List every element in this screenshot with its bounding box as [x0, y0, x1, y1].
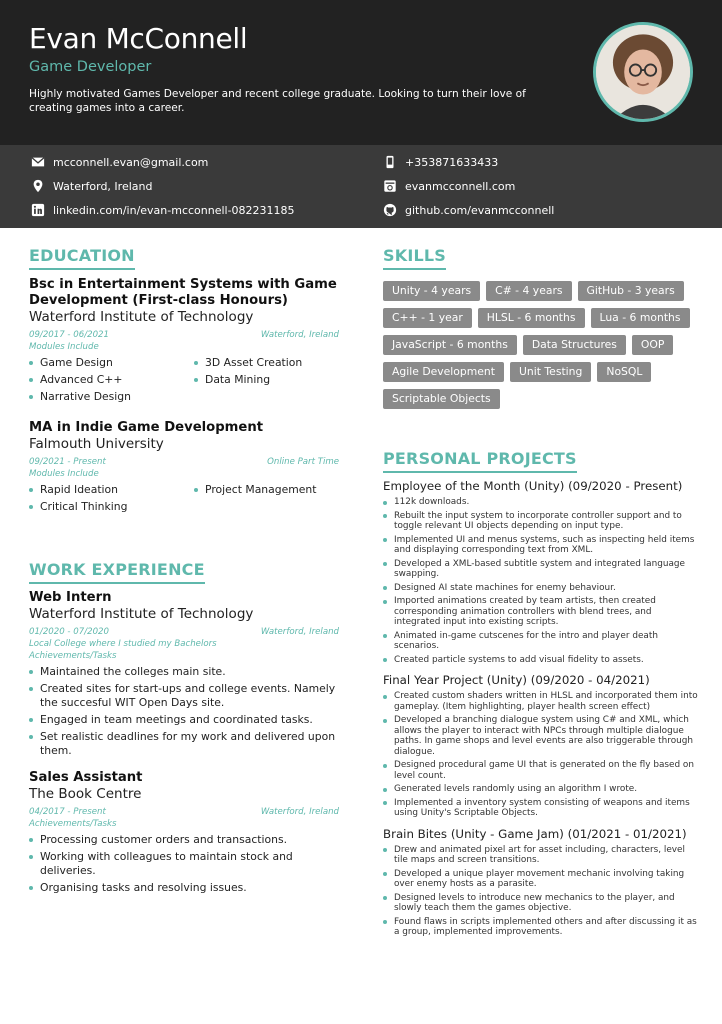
list-item: Created particle systems to add visual fidelity to assets. — [383, 655, 698, 666]
education-list — [29, 277, 339, 514]
projects-heading: PERSONAL PROJECTS — [383, 449, 577, 473]
list-item: Organising tasks and resolving issues. — [29, 881, 339, 895]
list-item: Designed levels to introduce new mechanics to the player, and slowly teach them the games objective. — [383, 893, 698, 914]
education-heading: EDUCATION — [29, 246, 135, 270]
skill-tag: Scriptable Objects — [383, 389, 500, 409]
phone-icon — [383, 155, 397, 169]
modules-list — [29, 356, 339, 404]
degree-title: MA in Indie Game Development — [29, 420, 264, 435]
list-item: Processing customer orders and transactions. — [29, 833, 339, 847]
list-item: Working with colleagues to maintain stock and deliveries. — [29, 850, 339, 878]
email-icon — [31, 155, 45, 169]
institution-name: Waterford Institute of Technology — [29, 309, 254, 325]
tasks-list — [29, 665, 339, 758]
projects-list — [383, 479, 698, 942]
education-meta — [29, 456, 339, 468]
list-item: Imported animations created by team artists, then created corresponding animation controllers with blend trees, and integrated input into existing scripts. — [383, 596, 698, 628]
education-entry — [29, 277, 339, 404]
work-list — [29, 590, 339, 898]
contact-linkedin[interactable] — [31, 203, 295, 217]
list-item: Set realistic deadlines for my work and delivered upon them. — [29, 730, 339, 758]
skill-tag: C# - 4 years — [486, 281, 571, 301]
github-icon — [383, 203, 397, 217]
work-location: Waterford, Ireland — [260, 807, 339, 817]
contact-bar — [0, 145, 722, 228]
tasks-label: Achievements/Tasks — [29, 819, 117, 829]
list-item: Advanced C++ — [29, 373, 194, 387]
list-item: Rapid Ideation — [29, 483, 194, 497]
work-entry — [29, 590, 339, 758]
education-dates: 09/2021 - Present — [29, 457, 106, 467]
list-item: Rebuilt the input system to incorporate controller support and to toggle relevant UI objects depending on input type. — [383, 511, 698, 532]
tasks-list — [29, 833, 339, 895]
list-item: Found flaws in scripts implemented others and after discussing it as a group, implemented improvements. — [383, 917, 698, 938]
institution-name: Falmouth University — [29, 436, 164, 452]
avatar — [593, 22, 693, 122]
contact-email[interactable] — [31, 155, 208, 169]
contact-linkedin-text[interactable]: linkedin.com/in/evan-mcconnell-082231185 — [53, 203, 295, 217]
education-entry — [29, 420, 339, 514]
contact-phone[interactable] — [383, 155, 498, 169]
education-location: Online Part Time — [267, 457, 339, 467]
work-note: Local College where I studied my Bachelors — [29, 639, 217, 649]
modules-list — [29, 483, 339, 514]
job-title: Sales Assistant — [29, 770, 143, 785]
project-title: Brain Bites (Unity - Game Jam) (01/2021 - 01/2021) — [383, 826, 687, 841]
job-title: Web Intern — [29, 590, 112, 605]
list-item: Critical Thinking — [29, 500, 194, 514]
skill-tag: NoSQL — [597, 362, 651, 382]
work-entry — [29, 770, 339, 895]
list-item: Developed a XML-based subtitle system and integrated language swapping. — [383, 559, 698, 580]
contact-email-text[interactable]: mcconnell.evan@gmail.com — [53, 155, 209, 169]
work-meta — [29, 806, 339, 818]
avatar-portrait-icon — [596, 25, 690, 119]
contact-website-text[interactable]: evanmcconnell.com — [405, 179, 516, 193]
project-entry — [383, 673, 698, 819]
list-item: Drew and animated pixel art for asset including, characters, level tile maps and screen transitions. — [383, 845, 698, 866]
contact-phone-text[interactable]: +353871633433 — [405, 155, 499, 169]
contact-github[interactable] — [383, 203, 554, 217]
skill-tag: Data Structures — [523, 335, 626, 355]
list-item: Designed AI state machines for enemy behaviour. — [383, 583, 698, 594]
resume-header — [0, 0, 722, 145]
linkedin-icon — [31, 203, 45, 217]
employer-name: Waterford Institute of Technology — [29, 606, 254, 622]
skill-tag: Unit Testing — [510, 362, 591, 382]
list-item: Animated in-game cutscenes for the intro and player death scenarios. — [383, 631, 698, 652]
list-item: Implemented UI and menus systems, such as inspecting held items and displaying corresponding text from XML. — [383, 535, 698, 556]
candidate-role: Game Developer — [29, 59, 152, 75]
contact-location — [31, 179, 152, 193]
skill-tag: Unity - 4 years — [383, 281, 480, 301]
skill-tag: Agile Development — [383, 362, 504, 382]
list-item: Created sites for start-ups and college events. Namely the succesful WIT Open Days site. — [29, 682, 339, 710]
education-location: Waterford, Ireland — [260, 330, 339, 340]
list-item: Data Mining — [194, 373, 339, 387]
list-item: Narrative Design — [29, 390, 194, 404]
work-dates: 01/2020 - 07/2020 — [29, 627, 109, 637]
list-item: 112k downloads. — [383, 497, 698, 508]
list-item: Engaged in team meetings and coordinated tasks. — [29, 713, 339, 727]
skill-tag: JavaScript - 6 months — [383, 335, 517, 355]
list-item: Project Management — [194, 483, 339, 497]
candidate-summary: Highly motivated Games Developer and recent college graduate. Looking to turn their love of creating games into a career. — [29, 88, 526, 114]
modules-label: Modules Include — [29, 342, 99, 352]
skill-tag: GitHub - 3 years — [578, 281, 684, 301]
work-location: Waterford, Ireland — [260, 627, 339, 637]
tasks-label: Achievements/Tasks — [29, 651, 117, 661]
skill-tag: C++ - 1 year — [383, 308, 472, 328]
project-entry — [383, 827, 698, 938]
list-item: Implemented a inventory system consisting of weapons and items using Unity's Scriptable Objects. — [383, 798, 698, 819]
skills-heading: SKILLS — [383, 246, 446, 270]
contact-location-text: Waterford, Ireland — [53, 179, 153, 193]
list-item: Game Design — [29, 356, 194, 370]
list-item: Designed procedural game UI that is generated on the fly based on level count. — [383, 760, 698, 781]
project-title: Final Year Project (Unity) (09/2020 - 04/2021) — [383, 673, 650, 687]
list-item: Created custom shaders written in HLSL and incorporated them into gameplay. (Item highlighting, player health screen effect) — [383, 691, 698, 712]
project-entry — [383, 479, 698, 665]
degree-title: Bsc in Entertainment Systems with Game Development (First-class Honours) — [29, 277, 337, 308]
list-item: Developed a branching dialogue system using C# and XML, which allows the player to interact with NPCs through multiple dialogue paths. In game shops and level events are also triggerable through dialogue. — [383, 715, 698, 757]
project-title: Employee of the Month (Unity) (09/2020 - Present) — [383, 479, 683, 493]
skills-list — [383, 281, 703, 409]
skill-tag: Lua - 6 months — [591, 308, 690, 328]
list-item: Generated levels randomly using an algorithm I wrote. — [383, 784, 698, 795]
contact-github-text[interactable]: github.com/evanmcconnell — [405, 203, 555, 217]
work-meta — [29, 626, 339, 638]
employer-name: The Book Centre — [29, 786, 142, 802]
list-item: Maintained the colleges main site. — [29, 665, 339, 679]
education-dates: 09/2017 - 06/2021 — [29, 330, 109, 340]
work-heading: WORK EXPERIENCE — [29, 560, 205, 584]
skill-tag: OOP — [632, 335, 674, 355]
work-dates: 04/2017 - Present — [29, 807, 106, 817]
skill-tag: HLSL - 6 months — [478, 308, 585, 328]
candidate-name: Evan McConnell — [29, 22, 248, 55]
location-icon — [31, 179, 45, 193]
modules-label: Modules Include — [29, 469, 99, 479]
list-item: 3D Asset Creation — [194, 356, 339, 370]
list-item: Developed a unique player movement mechanic involving taking over enemy hosts as a parasite. — [383, 869, 698, 890]
contact-website[interactable] — [383, 179, 515, 193]
education-meta — [29, 329, 339, 341]
website-icon — [383, 179, 397, 193]
